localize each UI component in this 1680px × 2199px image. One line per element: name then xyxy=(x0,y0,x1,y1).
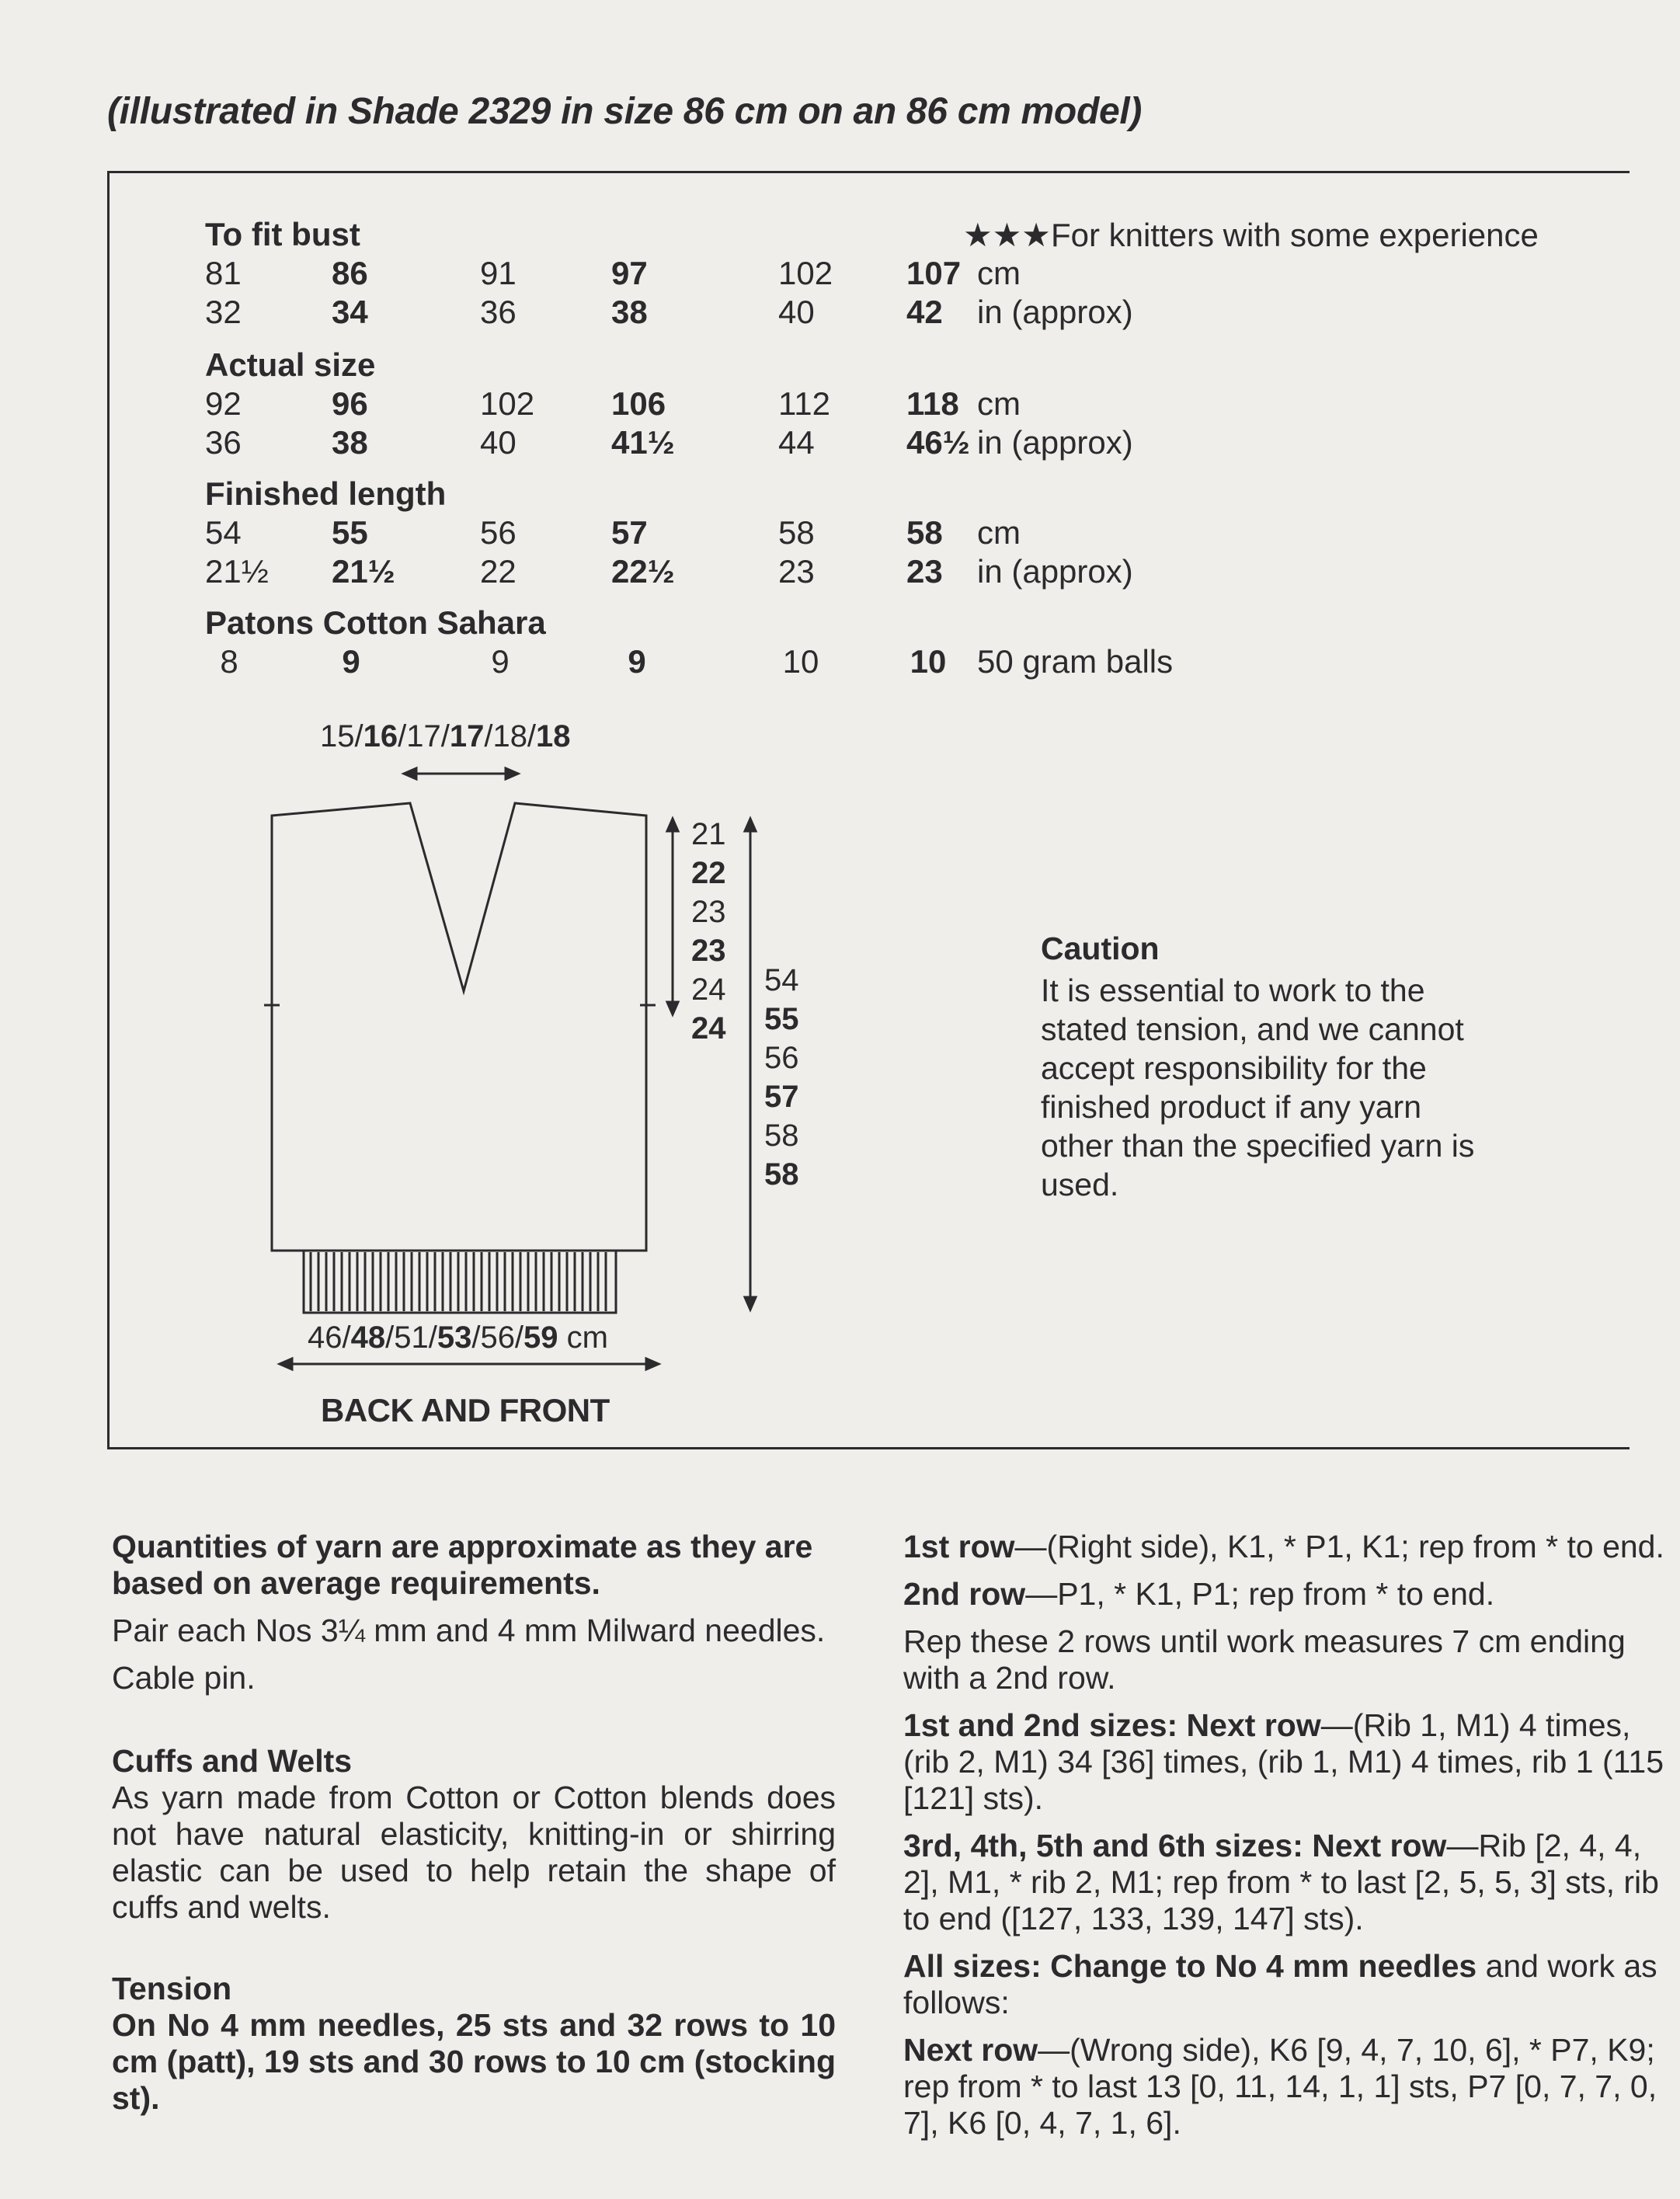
neck-width-label xyxy=(320,719,571,754)
length-arrow-bottom-head xyxy=(745,1297,756,1310)
length-value: 55 xyxy=(764,1002,799,1036)
row-2-label: 2nd row xyxy=(903,1576,1026,1612)
size-value: 21½ xyxy=(332,553,395,590)
cuffs-title: Cuffs and Welts xyxy=(112,1743,353,1779)
size-value: 55 xyxy=(332,514,368,551)
width-arrow-right-head xyxy=(646,1359,659,1369)
width-label xyxy=(308,1320,608,1355)
size-value: 91 xyxy=(480,255,517,291)
dim-part: 59 xyxy=(523,1320,558,1355)
size-value: 81 xyxy=(205,255,242,291)
dim-part: 48 xyxy=(350,1320,386,1355)
dim-part: 18 xyxy=(536,719,571,753)
size-value: 86 xyxy=(332,255,368,291)
size-value: 44 xyxy=(778,424,815,461)
row-2-text: —P1, * K1, P1; rep from * to end. xyxy=(1025,1576,1495,1612)
size-value: 112 xyxy=(778,385,830,422)
dim-part: /51/ xyxy=(385,1320,437,1355)
size-value: 118 xyxy=(906,385,959,422)
instructions-column xyxy=(903,1529,1680,2152)
size-value: 41½ xyxy=(611,424,675,461)
unit-label: cm xyxy=(977,385,1021,422)
length-arrow-top-head xyxy=(745,819,756,831)
repeat-instruction: Rep these 2 rows until work measures 7 cm ending with a 2nd row. xyxy=(903,1623,1626,1696)
all-sizes-text: and work as follows: xyxy=(903,1948,1657,2020)
unit-label: in (approx) xyxy=(977,294,1133,330)
size-band-title: To fit bust xyxy=(205,216,360,252)
size-value: 102 xyxy=(778,255,833,291)
sizes-1-2-instruction xyxy=(903,1707,1680,1817)
sizes-3-6-label: 3rd, 4th, 5th and 6th sizes: Next row xyxy=(903,1828,1447,1863)
size-value: 42 xyxy=(906,294,943,330)
armhole-depth-value: 24 xyxy=(691,973,726,1007)
sizes-1-2-text: —(Rib 1, M1) 4 times, (rib 2, M1) 34 [36] times, (rib 1, M1) 4 times, rib 1 (115 [121] sts). xyxy=(903,1707,1664,1816)
size-value: 10 xyxy=(910,643,947,680)
size-value: 54 xyxy=(205,514,242,551)
size-value: 23 xyxy=(778,553,815,590)
neck-arrow-left-head xyxy=(404,768,416,779)
armhole-arrow-top-head xyxy=(667,819,678,831)
length-value: 57 xyxy=(764,1080,799,1114)
size-value: 40 xyxy=(480,424,517,461)
all-sizes-label: All sizes: Change to No 4 mm needles xyxy=(903,1948,1477,1984)
size-value: 34 xyxy=(332,294,368,330)
cable-pin-text: Cable pin. xyxy=(112,1660,256,1696)
armhole-depth-value: 24 xyxy=(691,1011,726,1046)
materials-column xyxy=(112,1529,836,2128)
size-value: 92 xyxy=(205,385,242,422)
length-value: 58 xyxy=(764,1157,799,1192)
size-value: 23 xyxy=(906,553,943,590)
size-value: 46½ xyxy=(906,424,970,461)
size-value: 97 xyxy=(611,255,648,291)
row-1-label: 1st row xyxy=(903,1529,1015,1564)
size-value: 102 xyxy=(480,385,535,422)
size-value: 9 xyxy=(628,643,646,680)
unit-label: cm xyxy=(977,514,1021,551)
size-band-title: Patons Cotton Sahara xyxy=(205,604,546,641)
size-value: 9 xyxy=(342,643,360,680)
row-1-instruction xyxy=(903,1529,1680,1565)
size-value: 22 xyxy=(480,553,517,590)
size-value: 106 xyxy=(611,385,666,422)
width-arrow-left-head xyxy=(280,1359,292,1369)
dim-part: /18/ xyxy=(484,719,537,753)
unit-label: 50 gram balls xyxy=(977,643,1174,680)
armhole-arrow-bottom-head xyxy=(667,1002,678,1014)
size-value: 22½ xyxy=(611,553,675,590)
page-heading: (illustrated in Shade 2329 in size 86 cm on an 86 cm model) xyxy=(107,91,1143,132)
experience-rating: ★★★For knitters with some experience xyxy=(963,217,1539,253)
sizes-1-2-label: 1st and 2nd sizes: Next row xyxy=(903,1707,1321,1743)
size-band-title: Finished length xyxy=(205,475,447,512)
size-value: 36 xyxy=(205,424,242,461)
size-value: 38 xyxy=(332,424,368,461)
unit-label: in (approx) xyxy=(977,553,1133,590)
dim-part: 53 xyxy=(437,1320,472,1355)
caution-text: It is essential to work to the stated tension, and we cannot accept responsibility for the finished product if any yarn other than the specified yarn is used. xyxy=(1041,973,1475,1202)
length-value: 58 xyxy=(764,1119,799,1153)
unit-label: in (approx) xyxy=(977,424,1133,461)
dim-part: 16 xyxy=(363,719,398,753)
neck-arrow-right-head xyxy=(506,768,518,779)
size-value: 40 xyxy=(778,294,815,330)
dim-part: 17 xyxy=(449,719,485,753)
dim-part: /56/ xyxy=(471,1320,524,1355)
sizes-3-6-text: —Rib [2, 4, 4, 2], M1, * rib 2, M1; rep from * to last [2, 5, 5, 3] sts, rib to end ([127, 133, 139, 147] sts). xyxy=(903,1828,1659,1936)
size-value: 9 xyxy=(491,643,510,680)
all-sizes-instruction xyxy=(903,1948,1680,2021)
garment-outline xyxy=(272,803,646,1251)
next-row-instruction xyxy=(903,2032,1680,2142)
dim-part: 15/ xyxy=(320,719,363,753)
size-value: 10 xyxy=(782,643,819,680)
size-value: 96 xyxy=(332,385,368,422)
next-row-label: Next row xyxy=(903,2032,1038,2068)
size-value: 107 xyxy=(906,255,962,291)
size-value: 57 xyxy=(611,514,648,551)
size-value: 8 xyxy=(220,643,238,680)
length-value: 56 xyxy=(764,1041,799,1075)
size-value: 56 xyxy=(480,514,517,551)
size-value: 32 xyxy=(205,294,242,330)
size-value: 36 xyxy=(480,294,517,330)
caution-note xyxy=(1041,929,1476,1204)
diagram-title: BACK AND FRONT xyxy=(321,1392,610,1428)
size-band-title: Actual size xyxy=(205,346,376,383)
size-value: 58 xyxy=(778,514,815,551)
length-value: 54 xyxy=(764,963,799,997)
needles-text: Pair each Nos 3¼ mm and 4 mm Milward needles. xyxy=(112,1613,826,1648)
tension-title: Tension xyxy=(112,1971,232,2006)
dim-part: 46/ xyxy=(308,1320,351,1355)
armhole-depth-value: 21 xyxy=(691,817,726,851)
row-2-instruction xyxy=(903,1576,1680,1613)
armhole-depth-value: 23 xyxy=(691,934,726,968)
size-value: 21½ xyxy=(205,553,269,590)
row-1-text: —(Right side), K1, * P1, K1; rep from * to end. xyxy=(1014,1529,1664,1564)
unit-label: cm xyxy=(977,255,1021,291)
dim-part: /17/ xyxy=(398,719,450,753)
size-value: 38 xyxy=(611,294,648,330)
size-value: 58 xyxy=(906,514,943,551)
sizes-3-6-instruction xyxy=(903,1828,1680,1937)
dim-part: cm xyxy=(558,1320,608,1355)
armhole-depth-value: 22 xyxy=(691,856,726,890)
next-row-text: —(Wrong side), K6 [9, 4, 7, 10, 6], * P7, K9; rep from * to last 13 [0, 11, 14, 1, 1] sts, P7 [0, 7, 7, 0, 7], K6 [0, 4, 7, 1, 6]. xyxy=(903,2032,1657,2141)
armhole-depth-value: 23 xyxy=(691,895,726,929)
quantities-note: Quantities of yarn are approximate as they are based on average requirements. xyxy=(112,1529,813,1601)
cuffs-text: As yarn made from Cotton or Cotton blends does not have natural elasticity, knitting-in or shirring elastic can be used to help retain the shape of cuffs and welts. xyxy=(112,1780,836,1925)
caution-title: Caution xyxy=(1041,931,1160,966)
tension-text: On No 4 mm needles, 25 sts and 32 rows to 10 cm (patt), 19 sts and 30 rows to 10 cm (stocking st). xyxy=(112,2007,836,2116)
